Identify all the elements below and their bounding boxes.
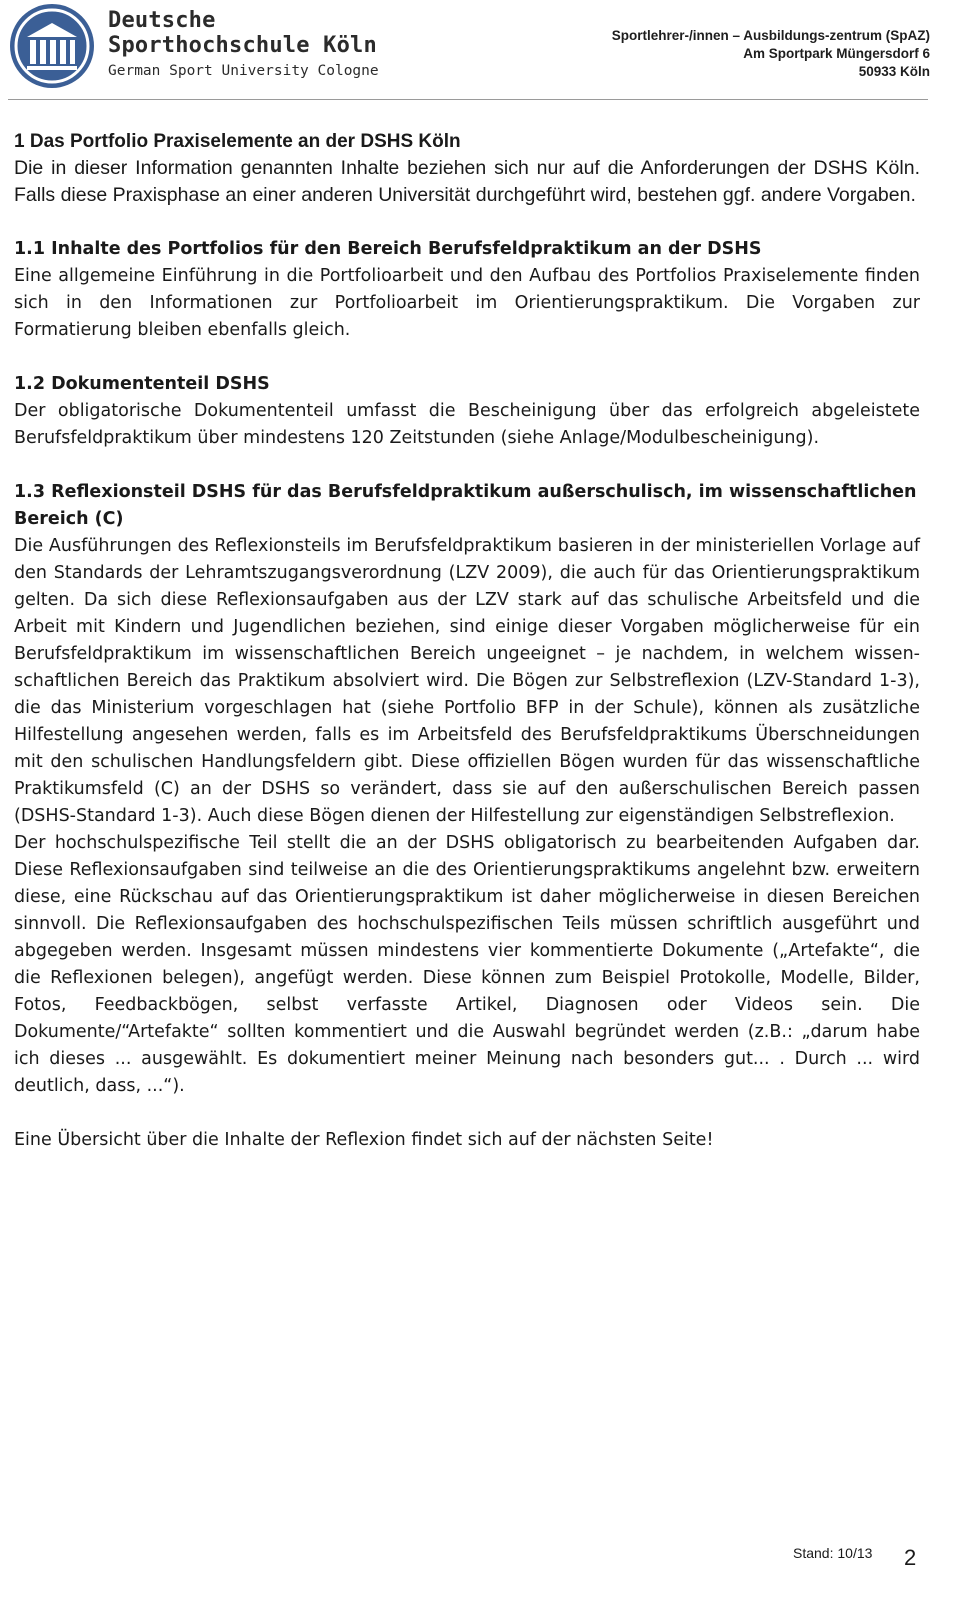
university-name bbox=[108, 8, 379, 82]
section-1-2-text: Der obligatorische Dokumententeil umfasst die Bescheinigung über das erfolgreich abgeleistete Berufsfeldpraktikum über mindestens 120 Zeitstunden (siehe Anlage/Modulbescheinigung). bbox=[14, 401, 920, 448]
footer-stand: Stand: 10/13 bbox=[793, 1545, 873, 1561]
address-line3: 50933 Köln bbox=[858, 64, 930, 79]
address-line2: Am Sportpark Müngersdorf 6 bbox=[743, 46, 930, 61]
section-1-1 bbox=[14, 236, 920, 344]
page-header bbox=[0, 0, 960, 104]
section-1 bbox=[14, 128, 920, 209]
section-1-heading: 1 Das Portfolio Praxiselemente an der DSHS Köln bbox=[14, 131, 461, 152]
section-1-3-text-2: Der hochschulspezifische Teil stellt die an der DSHS obligatorisch zu bearbeitenden Aufgaben dar. Diese Reflexionsaufgaben sind teilweise an die des Orientierungspraktikums angelehnt bzw. erweitern diese, eine Rückschau auf das Orientierungspraktikum ist daher möglicherweise in diesen Bereichen sinnvoll. Die Reflexionsaufgaben des hochschulspezifischen Teils müssen schriftlich ausgeführt und abgegeben werden. Insgesamt müssen mindestens vier kommentierte Dokumente („Artefakte“, die die Reflexionen belegen), angefügt werden. Diese können zum Beispiel Protokolle, Modelle, Bilder, Fotos, Feedbackbögen, selbst verfasste Artikel, Diagnosen oder Videos sein. Die Dokumente/“Artefakte“ sollten kommentiert und die Auswahl begründet werden (z.B.: „darum habe ich dieses ... ausgewählt. Es dokumentiert meiner Meinung nach besonders gut... . Durch ... wird deutlich, dass, ...“). bbox=[14, 833, 920, 1096]
columns-logo-icon bbox=[8, 2, 96, 90]
section-1-3-text-1: Die Ausführungen des Reflexionsteils im Berufsfeldpraktikum basieren in der ministeriellen Vorlage auf den Standards der Lehramtszugangsverordnung (LZV 2009), die auch für das Orientierungspraktikum gelten. Da sich diese Reflexionsaufgaben aus der LZV stark auf das schulische Arbeitsfeld und die Arbeit mit Kindern und Jugendlichen beziehen, sind einige dieser Vorgaben möglicherweise für ein Berufsfeldpraktikum im wissenschaftlichen Bereich ungeeignet – je nachdem, in welchem wissenschaftlichen Bereich das Praktikum absolviert wird. Die Bögen zur Selbstreflexion (LZV-Standard 1-3), die das Ministerium vorgeschlagen hat (siehe Portfolio BFP in der Schule), können als zusätzliche Hilfestellung angesehen werden, falls es im Arbeitsfeld des Berufsfeldpraktikums Überschneidungen mit den schulischen Handlungsfeldern gibt. Diese offiziellen Bögen wurden für das wissenschaftliche Praktikumsfeld (C) an der DSHS so verändert, dass sie auf den außerschulischen Bereich passen (DSHS-Standard 1-3). Auch diese Bögen dienen der Hilfestellung zur eigenständigen Selbstreflexion. bbox=[14, 536, 920, 826]
header-divider bbox=[8, 99, 928, 100]
section-1-3 bbox=[14, 479, 920, 1100]
address-line1: Sportlehrer-/innen – Ausbildungs-zentrum (SpAZ) bbox=[611, 28, 930, 43]
page-number: 2 bbox=[904, 1545, 917, 1570]
section-1-2 bbox=[14, 371, 920, 452]
section-1-1-text: Eine allgemeine Einführung in die Portfolioarbeit und den Aufbau des Portfolios Praxiselemente finden sich in den Informationen zur Portfolioarbeit im Orientierungspraktikum. Die Vorgaben zur Formatierung bleiben ebenfalls gleich. bbox=[14, 266, 920, 340]
section-1-2-heading: 1.2 Dokumententeil DSHS bbox=[14, 374, 270, 394]
document-body bbox=[14, 128, 920, 1154]
university-name-line1: Deutsche bbox=[108, 8, 216, 33]
closing-note: Eine Übersicht über die Inhalte der Reflexion findet sich auf der nächsten Seite! bbox=[14, 1130, 714, 1150]
university-name-english: German Sport University Cologne bbox=[108, 63, 379, 79]
section-1-3-heading: 1.3 Reflexionsteil DSHS für das Berufsfeldpraktikum außerschulisch, im wissenschaftlichen Bereich (C) bbox=[14, 482, 917, 529]
section-1-1-heading: 1.1 Inhalte des Portfolios für den Bereich Berufsfeldpraktikum an der DSHS bbox=[14, 239, 762, 259]
address-block bbox=[612, 27, 930, 81]
university-name-line2: Sporthochschule Köln bbox=[108, 33, 377, 58]
section-1-text: Die in dieser Information genannten Inhalte beziehen sich nur auf die Anforderungen der DSHS Köln. Falls diese Praxisphase an einer anderen Universität durchgeführt wird, bestehen ggf. andere Vorgaben. bbox=[14, 157, 920, 206]
